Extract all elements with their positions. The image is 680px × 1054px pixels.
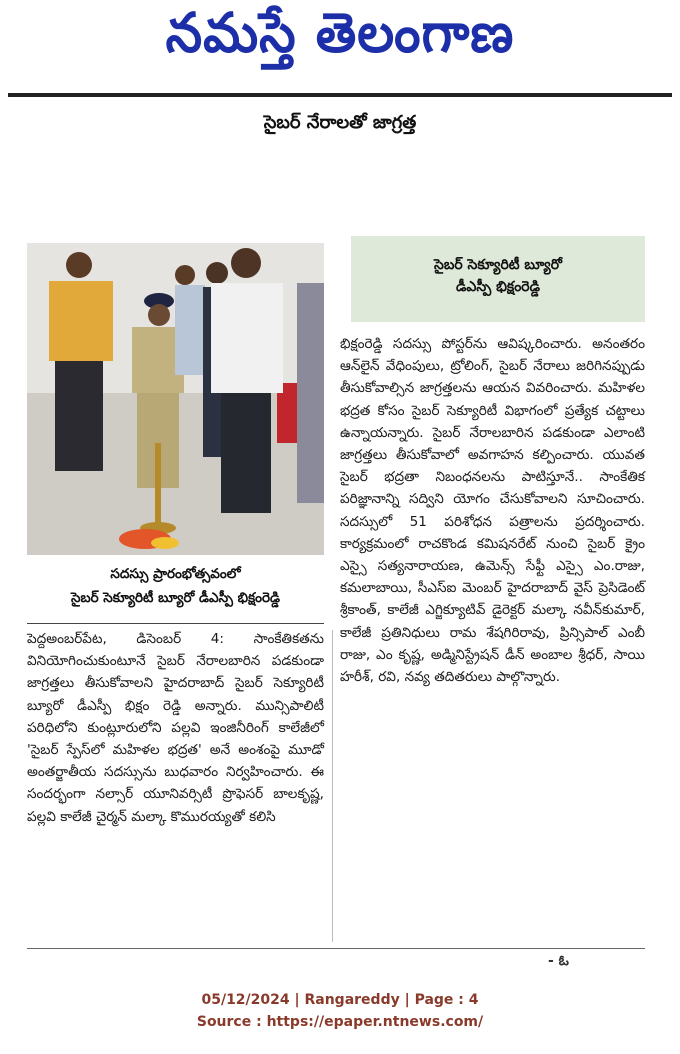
caption-divider (27, 623, 324, 624)
masthead-title: నమస్తే తెలంగాణ (165, 2, 515, 66)
callout-line-2: డీఎస్పీ భిక్షంరెడ్డి (456, 279, 540, 295)
next-article-fragment: - ఓ (548, 953, 569, 969)
callout-box (351, 236, 645, 322)
lamp-lighting-photo (27, 243, 324, 555)
page-footer (0, 989, 680, 1033)
photo-caption (27, 562, 324, 618)
article-body-left: పెద్దఅంబర్‌పేట, డిసెంబర్ 4: సాంకేతికతను వినియోగించుకుంటూనే సైబర్ నేరాలబారిన పడకుండా జాగ్రత్తలు తీసుకోవాలని హైదరాబాద్ సైబర్ సెక్యూరిటీ బ్యూరో డీఎస్పీ భిక్షం రెడ్డి అన్నారు. మున్సిపాలిటీ పరిధిలోని కుంట్లూరులోని పల్లవి ఇంజినీరింగ్ కాలేజీలో 'సైబర్ స్పేస్‌లో మహిళల భద్రత' అనే అంశంపై మూడో అంతర్జాతీయ సదస్సును బుధవారం నిర్వహించారు. ఈ సందర్భంగా నల్సార్ యూనివర్సిటీ ప్రొఫెసర్ బాలకృష్ణ, పల్లవి కాలేజీ చైర్మన్ మల్కా కొమురయ్యతో కలిసి (27, 631, 324, 825)
caption-line-1: సదస్సు ప్రారంభోత్సవంలో (110, 566, 241, 582)
footer-source[interactable]: Source : https://epaper.ntnews.com/ (196, 1014, 484, 1030)
footer-date-edition: 05/12/2024 | Rangareddy | Page : 4 (201, 992, 479, 1008)
article-end-rule (27, 948, 645, 949)
article-photo (27, 243, 324, 555)
article-body-right: భిక్షంరెడ్డి సదస్సు పోస్టర్‌ను ఆవిష్కరించారు. అనంతరం ఆన్‌లైన్ వేధింపులు, ట్రోలింగ్, సైబర్ నేరాలు జరిగినప్పుడు తీసుకోవాల్సిన జాగ్రత్తలను ఆయన వివరించారు. మహిళల భద్రత కోసం సైబర్ సెక్యూరిటీ విభాగంలో ప్రత్యేక చట్టాలు ఉన్నాయన్నారు. సైబర్ నేరాలబారిన పడకుండా ఎలాంటి జాగ్రత్తలు తీసుకోవాలో అవగాహన కల్పించారు. యువత సైబర్ భద్రతా నిబంధనలను పాటిస్తూనే.. సాంకేతిక పరిజ్ఞానాన్ని సద్విని యోగం చేసుకోవాలని సూచించారు. సదస్సులో 51 పరిశోధన పత్రాలను ప్రదర్శించారు. కార్యక్రమంలో రాచకొండ కమిషనరేట్ నుంచి సైబర్ క్రైం ఎస్సై సత్యనారాయణ, ఉమెన్స్ సేఫ్టీ ఎస్సై ఎం.రాజు, కమలాబాయి, సీఎస్ఐ మెంబర్ హైదరాబాద్ వైస్ ప్రెసిడెంట్ శ్రీకాంత్, కాలేజీ ఎగ్జిక్యూటివ్ డైరెక్టర్ మల్కా నవీన్‌కుమార్, కాలేజీ ప్రతినిధులు రామ శేషగిరిరావు, ప్రిన్సిపాల్ ఎంబీ రాజు, ఎం కృష్ణ, అడ్మినిస్ట్రేషన్ డీన్ అంబాల శ్రీధర్, సాయి హరీశ్, రవి, నవ్య తదితరులు పాల్గొన్నారు. (340, 336, 645, 686)
callout-line-1: సైబర్ సెక్యూరిటీ బ్యూరో (434, 257, 562, 273)
caption-line-2: సైబర్ సెక్యూరిటీ బ్యూరో డీఎస్పీ భిక్షంరెడ్డి (71, 590, 280, 606)
column-divider (332, 630, 333, 942)
masthead-rule (8, 93, 672, 97)
article-headline: సైబర్ నేరాలతో జాగ్రత్త (263, 112, 417, 133)
newspaper-masthead (0, 4, 680, 78)
